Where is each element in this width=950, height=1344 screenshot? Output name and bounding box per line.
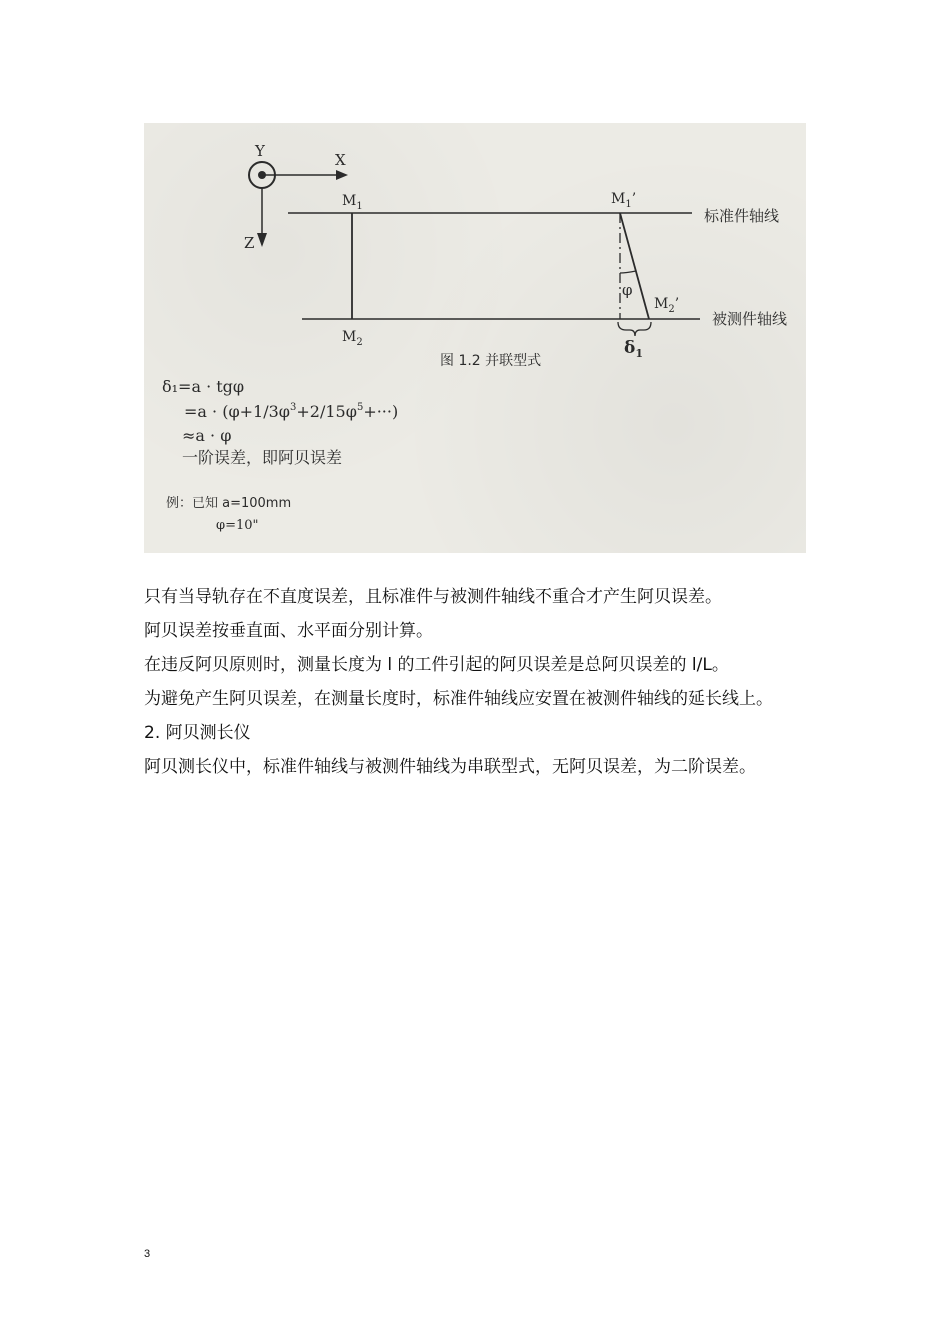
tilted-axis-line [620,213,649,319]
formula-line-1: δ₁=a · tgφ [162,377,245,396]
example-line-2: φ=10" [216,518,259,533]
z-axis-arrow-icon [257,233,267,247]
label-measured-axis: 被测件轴线 [712,310,788,328]
axis-y-label: Y [255,142,265,160]
phi-label: φ [622,281,633,299]
body-text [144,580,808,784]
m2-prime-label: $M_2$’ [654,296,680,315]
parallel-diagram [144,123,806,553]
paragraph-1: 只有当导轨存在不直度误差，且标准件与被测件轴线不重合才产生阿贝误差。 [144,587,722,607]
page-number: 3 [144,1248,151,1260]
formula-line-3: ≈a · φ [182,426,232,445]
paragraph-3: 在违反阿贝原则时，测量长度为 l 的工件引起的阿贝误差是总阿贝误差的 l/L。 [144,655,729,675]
m2-label: $M_2$ [342,329,363,348]
paragraph-4: 为避免产生阿贝误差，在测量长度时，标准件轴线应安置在被测件轴线的延长线上。 [144,689,773,709]
m1-prime-label: $M_1$’ [611,191,637,210]
m1-label: $M_1$ [342,193,363,212]
angle-arc [620,271,636,273]
paragraph-2: 阿贝误差按垂直面、水平面分别计算。 [144,621,433,641]
x-axis-arrow-icon [336,170,348,180]
formula-line-4: 一阶误差，即阿贝误差 [182,448,343,467]
delta-label: $\delta_1$ [624,338,643,360]
paragraph-5: 阿贝测长仪中，标准件轴线与被测件轴线为串联型式，无阿贝误差，为二阶误差。 [144,757,756,777]
figure-photo [144,123,806,553]
figure-caption: 图 1.2 并联型式 [440,353,542,369]
axis-x-label: X [335,151,346,169]
formula-line-2: $=a \cdot (\varphi+1/3\varphi^3+2/15\varphi^5+\cdot\cdot\cdot)$ [184,402,399,421]
section-heading: 2. 阿贝测长仪 [144,723,251,743]
delta-brace [618,322,651,336]
label-standard-axis: 标准件轴线 [704,207,780,225]
axis-z-label: Z [244,234,255,252]
example-line-1: 例：已知 a=100mm [166,496,292,511]
